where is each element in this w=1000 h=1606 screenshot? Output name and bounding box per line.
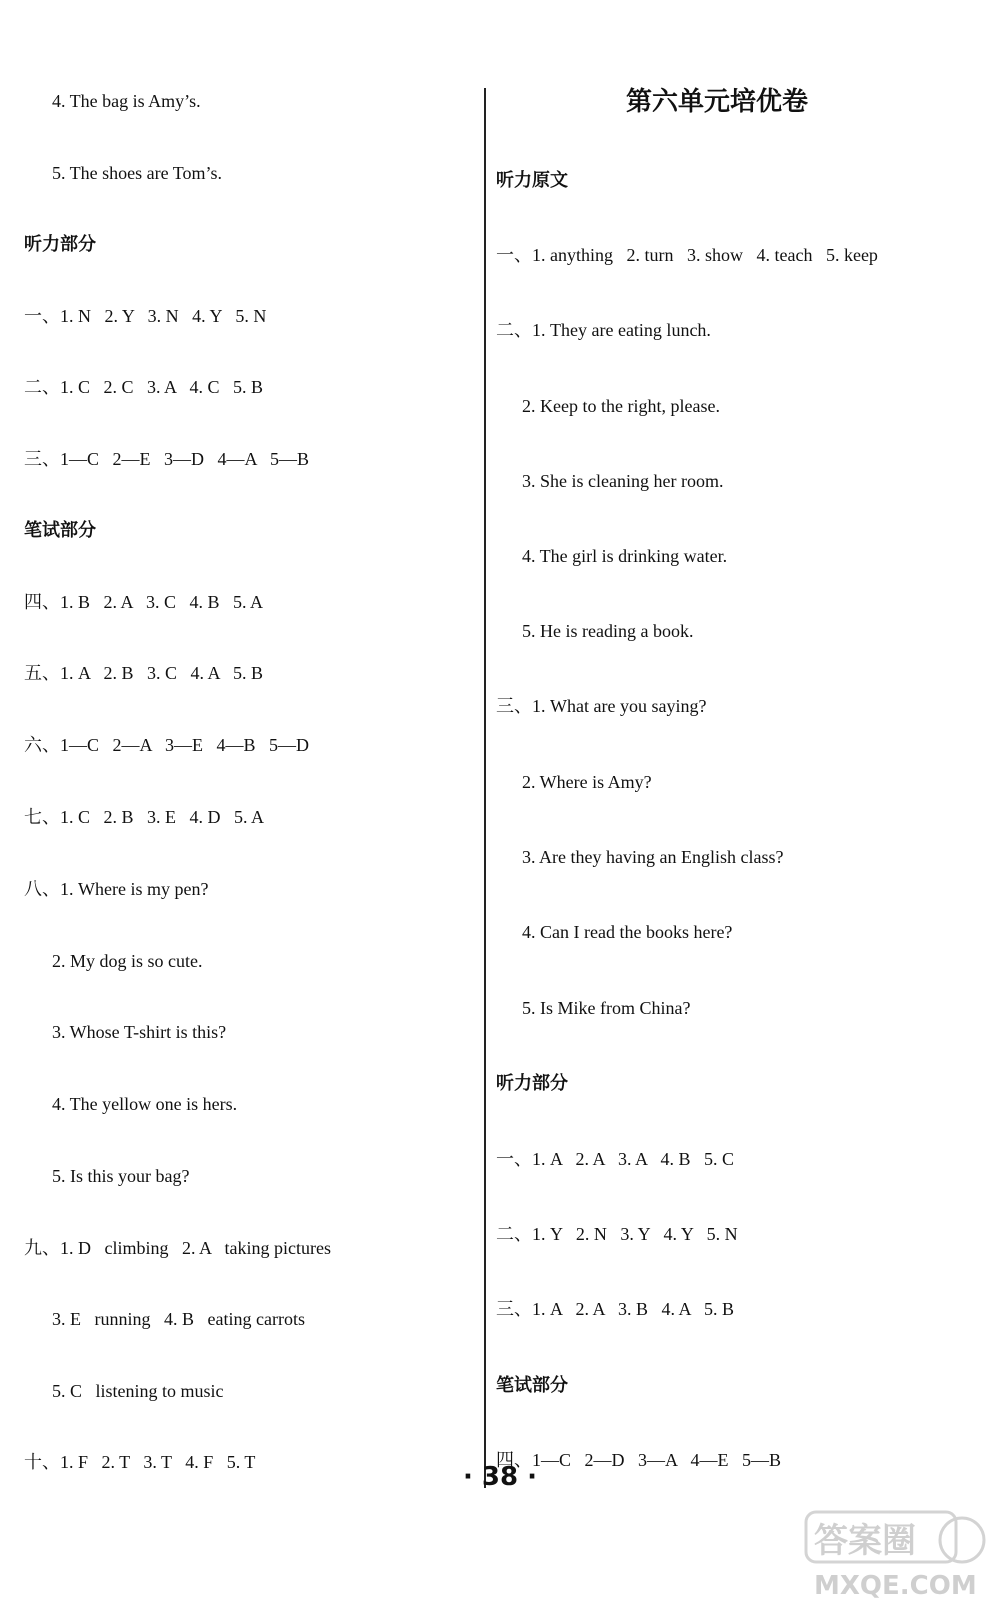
answer-line: 二、1. They are eating lunch. <box>496 320 711 340</box>
answer-line: 一、1. anything 2. turn 3. show 4. teach 5. keep <box>496 245 878 265</box>
answer-line: 3. E running 4. B eating carrots <box>52 1309 305 1329</box>
answer-line: 六、1—C 2—A 3—E 4—B 5—D <box>24 735 310 755</box>
answer-line: 5. C listening to music <box>52 1381 224 1401</box>
watermark-circle <box>940 1518 984 1562</box>
section-heading: 听力原文 <box>496 170 568 191</box>
answer-line: 九、1. D climbing 2. A taking pictures <box>24 1238 331 1258</box>
section-heading: 听力部分 <box>496 1073 568 1094</box>
watermark-text-top: 答案圈 <box>814 1521 916 1561</box>
column-divider <box>484 88 486 1488</box>
answer-line: 一、1. A 2. A 3. A 4. B 5. C <box>496 1149 735 1169</box>
answer-line: 5. The shoes are Tom’s. <box>52 163 223 183</box>
answer-line: 八、1. Where is my pen? <box>24 879 209 899</box>
answer-line: 4. Can I read the books here? <box>522 922 733 942</box>
answer-line: 五、1. A 2. B 3. C 4. A 5. B <box>24 663 264 683</box>
answer-line: 3. She is cleaning her room. <box>522 471 724 491</box>
answer-line: 2. Keep to the right, please. <box>522 396 720 416</box>
page-number: · 38 · <box>462 1462 538 1492</box>
answer-line: 二、1. Y 2. N 3. Y 4. Y 5. N <box>496 1224 738 1244</box>
answer-line: 4. The girl is drinking water. <box>522 546 728 566</box>
answer-line: 十、1. F 2. T 3. T 4. F 5. T <box>24 1452 256 1472</box>
section-heading: 听力部分 <box>24 234 96 255</box>
answer-line: 三、1—C 2—E 3—D 4—A 5—B <box>24 449 310 469</box>
section-heading: 笔试部分 <box>24 520 96 541</box>
watermark-text-bottom: MXQE.COM <box>814 1571 977 1601</box>
answer-line: 4. The yellow one is hers. <box>52 1094 238 1114</box>
answer-line: 二、1. C 2. C 3. A 4. C 5. B <box>24 377 264 397</box>
answer-line: 三、1. What are you saying? <box>496 696 707 716</box>
answer-line: 3. Are they having an English class? <box>522 847 784 867</box>
answer-line: 5. Is Mike from China? <box>522 998 691 1018</box>
answer-line: 2. Where is Amy? <box>522 772 652 792</box>
answer-line: 三、1. A 2. A 3. B 4. A 5. B <box>496 1299 735 1319</box>
answer-line: 2. My dog is so cute. <box>52 951 203 971</box>
answer-line: 3. Whose T-shirt is this? <box>52 1022 227 1042</box>
answer-line: 七、1. C 2. B 3. E 4. D 5. A <box>24 807 265 827</box>
answer-line: 5. He is reading a book. <box>522 621 694 641</box>
watermark-logo <box>792 1506 992 1602</box>
answer-line: 四、1—C 2—D 3—A 4—E 5—B <box>496 1450 782 1470</box>
unit-title: 第六单元培优卷 <box>626 87 809 117</box>
answer-line: 5. Is this your bag? <box>52 1166 190 1186</box>
answer-line: 一、1. N 2. Y 3. N 4. Y 5. N <box>24 306 267 326</box>
section-heading: 笔试部分 <box>496 1375 568 1396</box>
answer-line: 4. The bag is Amy’s. <box>52 91 201 111</box>
answer-line: 四、1. B 2. A 3. C 4. B 5. A <box>24 592 264 612</box>
